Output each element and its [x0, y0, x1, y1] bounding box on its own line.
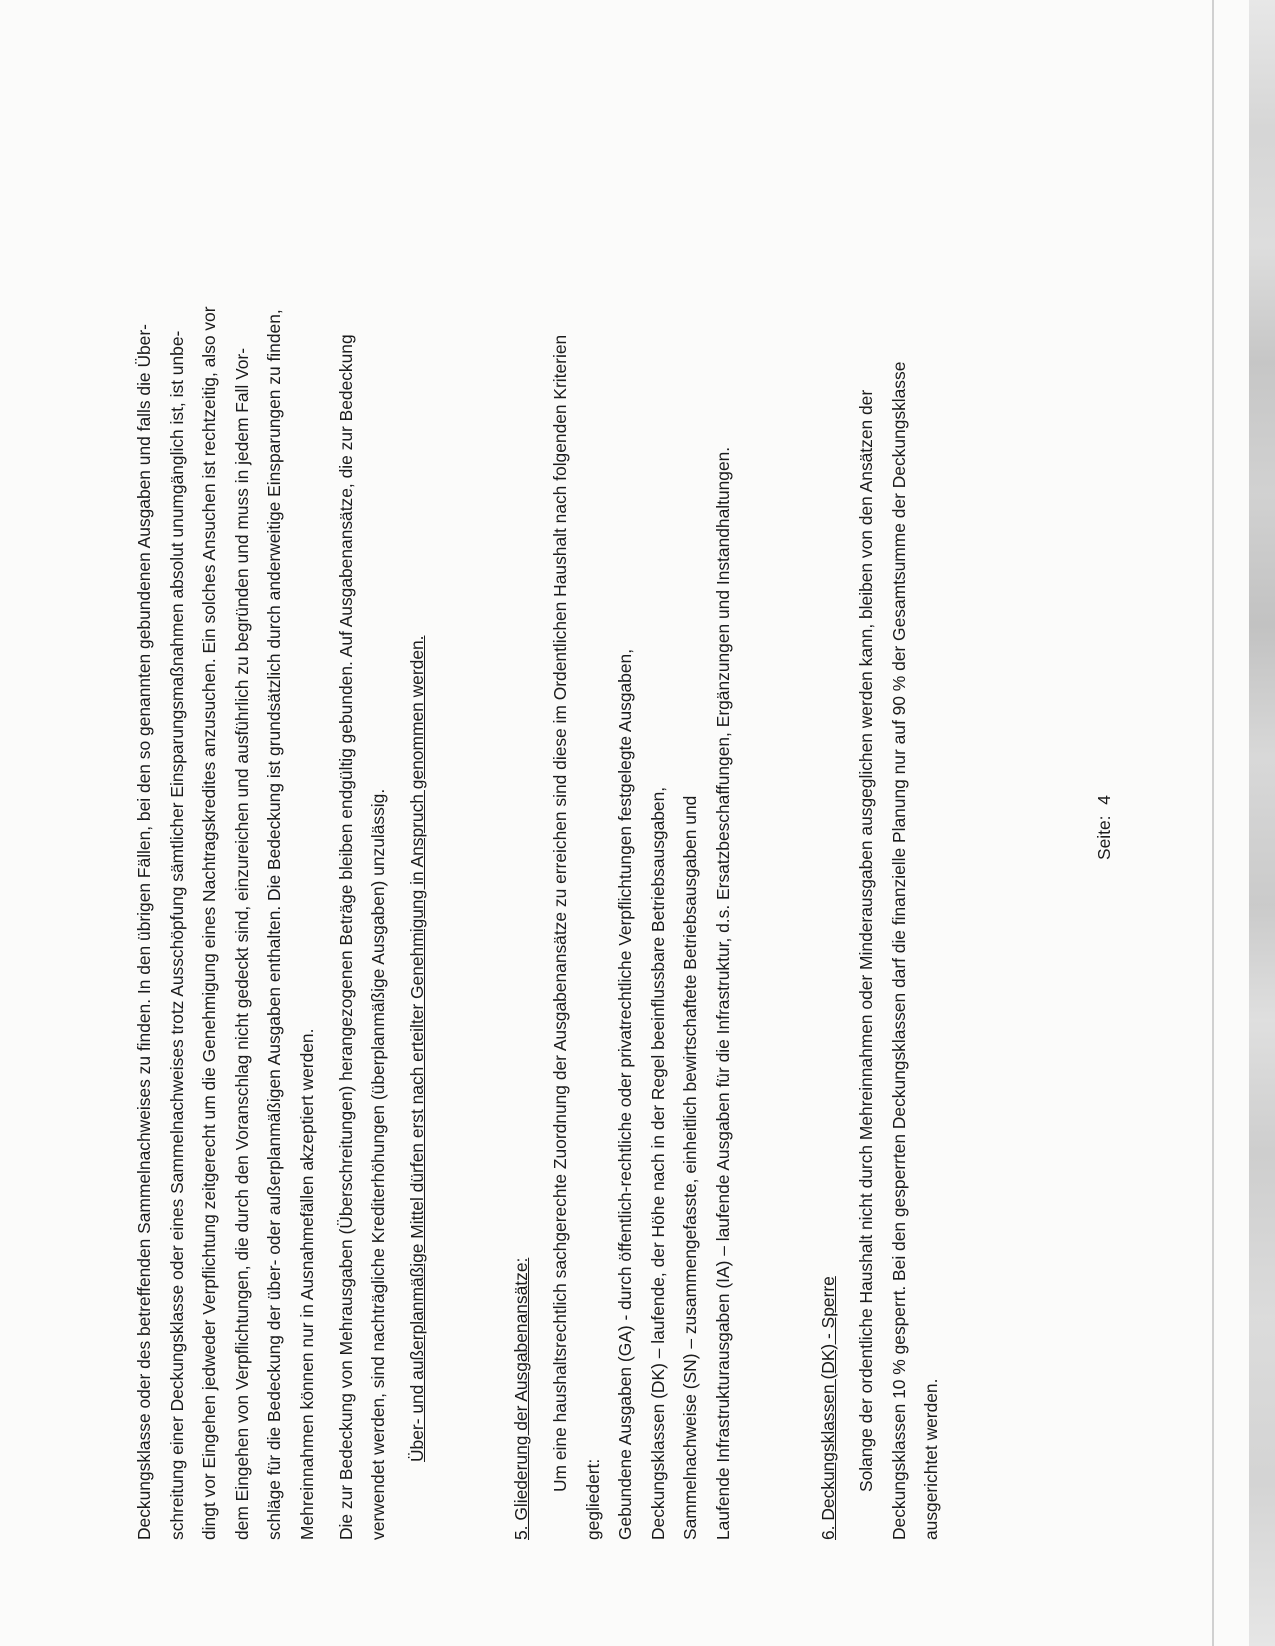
section-6-heading: 6. Deckungsklassen (DK) - Sperre — [817, 1276, 838, 1540]
paragraph-bedeckung: Die zur Bedeckung von Mehrausgaben (Überschreitungen) herangezogenen Beträge bleiben endgültig gebunden. Auf Ausgabenansätze, die zur Bedeckung verwendet werden, sind nachträgliche Krediterhöhungen (überplanmäßige Ausgaben) unzulässig. — [335, 334, 389, 1540]
scan-line-artifact — [1212, 0, 1214, 1646]
rotated-page-content — [128, 110, 1114, 1540]
approval-note: Über- und außerplanmäßige Mittel dürfen erst nach erteilter Genehmigung in Anspruch genommen werden. — [406, 635, 427, 1462]
criteria-item-sn: Sammelnachweise (SN) – zusammengefasste, einheitlich bewirtschaftete Betriebsausgaben und — [680, 795, 701, 1540]
section-5-intro: Um eine haushaltsrechtlich sachgerechte Zuordnung der Ausgabenansätze zu erreichen sind diese im Ordentlichen Haushalt nach folgenden Kriterien gegliedert: — [549, 334, 603, 1540]
page-number: Seite: 4 — [1094, 795, 1114, 860]
criteria-item-ia: Laufende Infrastrukturausgaben (IA) – laufende Ausgaben für die Infrastruktur, d.s. Ersatzbeschaffungen, Ergänzungen und Instandhaltungen. — [712, 446, 733, 1540]
scan-edge-artifact — [1249, 0, 1275, 1646]
section-5-heading: 5. Gliederung der Ausgabenansätze: — [511, 1257, 532, 1540]
criteria-item-dk: Deckungsklassen (DK) – laufende, der Höhe nach in der Regel beeinflussbare Betriebsausgaben, — [647, 786, 668, 1540]
section-6-text: Solange der ordentliche Haushalt nicht durch Mehreinnahmen oder Minderausgaben ausgeglichen werden kann, bleiben von den Ansätzen der Deckungsklassen 10 % gesperrt. Bei den gesperrten Deckungsklassen darf die finanzielle Planung nur auf 90 % der Gesamtsumme der Deckungsklasse ausgerichtet werden. — [856, 361, 942, 1540]
section-gap — [740, 110, 812, 1540]
paragraph-continuation: Deckungsklasse oder des betreffenden Sammelnachweises zu finden. In den übrigen Fällen, bei den so genannten gebundenen Ausgaben und falls die Über- schreitung einer Deckungsklasse oder eines Sammelnachweises trotz Ausschöpfung sämtlicher Einsparungsmaßnahmen absolut unumgänglich ist, ist unbe- dingt vor Eingehen jedweder Verpflichtung zeitgerecht um die Genehmigung eines Nachtragskredites anzusuchen. Ein solches Ansuchen ist rechtzeitig, also vor dem Eingehen von Verpflichtungen, die durch den Voranschlag nicht gedeckt sind, einzureichen und ausführlich zu begründen und muss in jedem Fall Vor- schläge für die Bedeckung der über- oder außerplanmäßigen Ausgaben enthalten. Die Bedeckung ist grundsätzlich durch anderweitige Einsparungen zu finden, Mehreinnahmen können nur in Ausnahmefällen akzeptiert werden. — [134, 306, 317, 1540]
criteria-list — [609, 110, 739, 1540]
section-gap — [433, 110, 505, 1540]
criteria-item-ga: Gebundene Ausgaben (GA) - durch öffentlich-rechtliche oder privatrechtliche Verpflichtungen festgelegte Ausgaben, — [615, 648, 636, 1540]
